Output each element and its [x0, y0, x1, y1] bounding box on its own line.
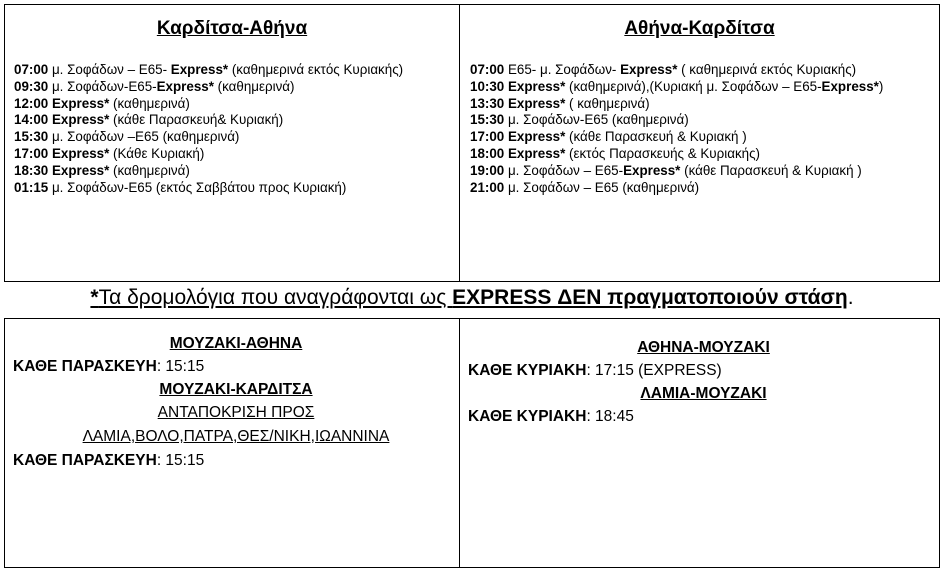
- express-label: Express*: [507, 78, 566, 94]
- route-text: μ. Σοφάδων –Ε65 (καθημερινά): [48, 129, 240, 145]
- athina-mouzaki-line: [468, 359, 939, 383]
- express-label: Express*: [507, 95, 566, 111]
- departure-time: 15:30: [470, 112, 505, 128]
- departure-time: 21:00: [470, 179, 505, 195]
- lamia-mouzaki-heading: ΛΑΜΙΑ-ΜΟΥΖΑΚΙ: [640, 385, 767, 402]
- route-text: μ. Σοφάδων-Ε65-: [48, 78, 157, 94]
- route-text: μ. Σοφάδων – Ε65 (καθημερινά): [504, 179, 700, 195]
- time-value: : 15:15: [156, 452, 205, 469]
- route-note: ( καθημερινά): [565, 95, 650, 111]
- schedule-row: [470, 96, 939, 113]
- route-text: μ. Σοφάδων-Ε65 (καθημερινά): [504, 112, 689, 128]
- schedule-row: [14, 112, 459, 129]
- connection-heading: ΑΝΤΑΠΟΚΡΙΣΗ ΠΡΟΣ: [157, 404, 315, 421]
- schedule-row: [470, 163, 939, 180]
- route-note: (κάθε Παρασκευή& Κυριακή): [109, 112, 284, 128]
- departure-time: 15:30: [14, 129, 49, 145]
- departure-time: 17:00: [470, 129, 505, 145]
- note-text: Τα δρομολόγια που αναγράφονται ως: [98, 286, 453, 309]
- departure-time: 10:30: [470, 78, 505, 94]
- route-note: (καθημερινά): [109, 162, 190, 178]
- express-label: Express*: [507, 145, 566, 161]
- express-label: Express*: [170, 62, 229, 77]
- route-note: (Κάθε Κυριακή): [109, 145, 205, 161]
- athina-mouzaki-heading: ΑΘΗΝΑ-ΜΟΥΖΑΚΙ: [637, 339, 770, 356]
- schedule-row: [14, 79, 459, 96]
- schedule-table-bottom: [4, 318, 940, 568]
- mouzaki-athina-heading: ΜΟΥΖΑΚΙ-ΑΘΗΝΑ: [169, 335, 303, 352]
- departure-time: 01:15: [14, 179, 49, 195]
- departure-time: 07:00: [14, 62, 49, 77]
- note-end: .: [847, 286, 854, 309]
- route-note: (εκτός Παρασκευής & Κυριακής): [565, 145, 761, 161]
- route-text: Ε65- μ. Σοφάδων-: [504, 62, 621, 77]
- route-note: (κάθε Παρασκευή & Κυριακή ): [680, 162, 862, 178]
- express-label: Express*: [51, 145, 110, 161]
- departure-time: 19:00: [470, 162, 505, 178]
- day-label: ΚΑΘΕ ΚΥΡΙΑΚΗ: [468, 408, 587, 425]
- route-note: ): [878, 78, 884, 94]
- note-star: *Τα δρομολόγια που αναγράφονται ως EXPRESS ΔΕΝ πραγματοποιούν στάση: [90, 286, 848, 309]
- mouzaki-kardista-heading: ΜΟΥΖΑΚΙ-ΚΑΡΔΙΤΣΑ: [159, 381, 313, 398]
- mouzaki-athina-line: [13, 355, 459, 379]
- schedule-row: [14, 146, 459, 163]
- schedule-row: [470, 146, 939, 163]
- departure-time: 07:00: [470, 62, 505, 77]
- express-label: Express*: [507, 129, 566, 145]
- express-label: Express*: [51, 95, 110, 111]
- departure-time: 09:30: [14, 78, 49, 94]
- connection-cities: ΛΑΜΙΑ,ΒΟΛΟ,ΠΑΤΡΑ,ΘΕΣ/ΝΙΚΗ,ΙΩΑΝΝΙΝΑ: [82, 428, 390, 445]
- day-label: ΚΑΘΕ ΚΥΡΙΑΚΗ: [468, 362, 587, 379]
- schedule-row: [14, 62, 459, 79]
- kardista-athina-rows: [14, 62, 459, 196]
- day-label: ΚΑΘΕ ΠΑΡΑΣΚΕΥΗ: [13, 452, 157, 469]
- departure-time: 13:30: [470, 95, 505, 111]
- departure-time: 17:00: [14, 145, 49, 161]
- kardista-athina-title: Καρδίτσα-Αθήνα: [156, 18, 308, 39]
- schedule-row: [470, 180, 939, 197]
- route-note: (καθημερινά): [109, 95, 190, 111]
- express-label: Express*: [821, 78, 879, 94]
- route-note: (καθημερινά): [213, 78, 295, 94]
- express-label: Express*: [51, 112, 110, 128]
- route-text: μ. Σοφάδων – Ε65-: [504, 162, 624, 178]
- lamia-mouzaki-line: [468, 405, 939, 429]
- athina-kardista-title: Αθήνα-Καρδίτσα: [624, 18, 775, 39]
- schedule-row: [470, 79, 939, 96]
- express-label: Express*: [623, 162, 681, 178]
- kardista-athina-cell: [5, 5, 459, 281]
- departure-time: 12:00: [14, 95, 49, 111]
- departure-time: 14:00: [14, 112, 49, 128]
- athina-mouzaki-cell: [459, 319, 939, 567]
- time-value: : 18:45: [586, 408, 634, 425]
- schedule-row: [470, 112, 939, 129]
- note-bold: EXPRESS ΔΕΝ πραγματοποιούν στάση: [452, 286, 848, 309]
- schedule-row: [470, 129, 939, 146]
- schedule-row: [14, 129, 459, 146]
- route-note: (κάθε Παρασκευή & Κυριακή ): [565, 129, 747, 145]
- route-note: (καθημερινά εκτός Κυριακής): [228, 62, 404, 77]
- time-value: : 17:15 (EXPRESS): [586, 362, 722, 379]
- express-label: Express*: [620, 62, 678, 77]
- time-value: : 15:15: [156, 358, 205, 375]
- schedule-table-top: [4, 4, 940, 282]
- mouzaki-kardista-line: [13, 449, 459, 473]
- route-note: ( καθημερινά εκτός Κυριακής): [677, 62, 857, 77]
- schedule-row: [470, 62, 939, 79]
- express-label: Express*: [156, 78, 214, 94]
- mouzaki-cell: [5, 319, 459, 567]
- route-text: μ. Σοφάδων-Ε65 (εκτός Σαββάτου προς Κυριακή): [48, 179, 347, 195]
- athina-kardista-cell: [459, 5, 939, 281]
- schedule-row: [14, 180, 459, 197]
- schedule-row: [14, 163, 459, 180]
- schedule-row: [14, 96, 459, 113]
- athina-kardista-rows: [470, 62, 939, 196]
- departure-time: 18:00: [470, 145, 505, 161]
- departure-time: 18:30: [14, 162, 49, 178]
- express-note: [0, 284, 944, 312]
- route-text: μ. Σοφάδων – Ε65-: [48, 62, 171, 77]
- express-label: Express*: [51, 162, 110, 178]
- route-note: (καθημερινά),(Κυριακή μ. Σοφάδων – Ε65-: [565, 78, 822, 94]
- day-label: ΚΑΘΕ ΠΑΡΑΣΚΕΥΗ: [13, 358, 157, 375]
